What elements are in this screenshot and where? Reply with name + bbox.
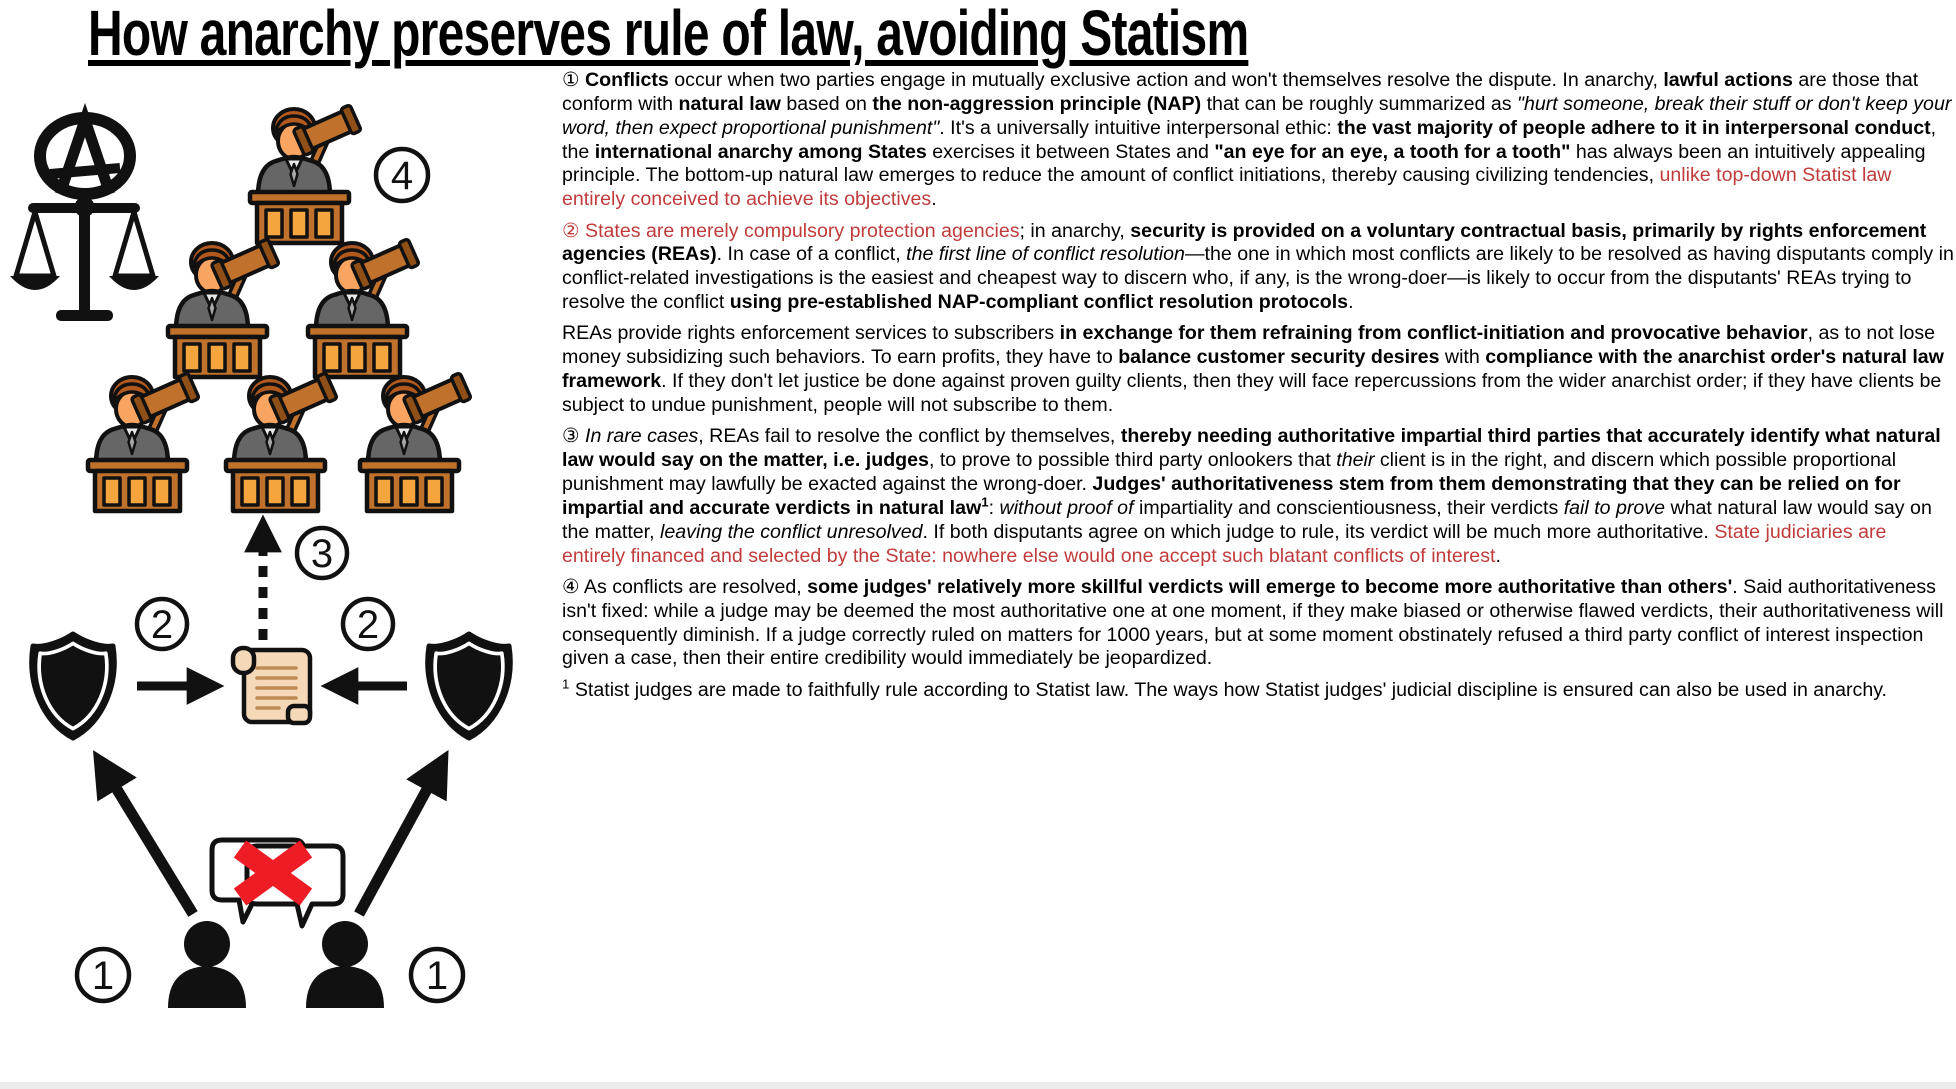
paragraph-3-rea-incentives	[562, 322, 1954, 417]
svg-text:2: 2	[356, 603, 380, 647]
text-run: , the	[562, 116, 1937, 163]
text-run: based on	[780, 92, 873, 115]
text-run: are those that conform with	[562, 69, 1919, 115]
text-run: .	[1495, 544, 1501, 567]
text-run: ③	[562, 425, 586, 448]
text-run: "an eye for an eye, a tooth for a tooth"	[1214, 140, 1571, 163]
text-run: in exchange for them refraining from conflict-initiation and provocative behavior	[1059, 322, 1808, 345]
judge-icon	[360, 373, 471, 511]
text-run: REAs provide rights enforcement services to subscribers	[562, 322, 1060, 345]
step-badge-4	[376, 149, 428, 201]
text-run: some judges' relatively more skillful verdicts will emerge to become more authoritative than others'	[807, 575, 1733, 598]
text-run: , to prove to possible third party onlookers that	[928, 449, 1337, 472]
text-run: the vast majority of people adhere to it in interpersonal conduct	[1337, 116, 1931, 139]
text-run: .	[1348, 291, 1354, 314]
text-run: ; in anarchy,	[1019, 219, 1131, 242]
judge-icon	[308, 239, 419, 377]
page-title: How anarchy preserves rule of law, avoiding Statism	[88, 0, 1249, 69]
paragraph-1-conflicts	[562, 69, 1954, 212]
paragraph-5-authoritativeness	[562, 576, 1954, 671]
text-run: the non-aggression principle (NAP)	[872, 92, 1202, 115]
text-run: 1	[981, 494, 989, 510]
text-run: .	[931, 188, 937, 211]
text-run: In rare cases	[585, 425, 699, 448]
text-run: . If both disputants agree on which judge to rule, its verdict will be much more authoritative.	[922, 520, 1715, 543]
window-edge	[0, 1082, 1956, 1089]
text-run: Judges' authoritativeness stem from them demonstrating that they can be relied on for impartial and accurate verdicts in natural law	[562, 473, 1901, 519]
text-run: client is in the right, and discern which possible proportional punishment may lawfully be exacted against the wrong-doer.	[562, 449, 1897, 495]
red-emphasis-text: unlike top-down Statist law entirely conceived to achieve its objectives	[562, 164, 1892, 211]
judge-icon	[250, 105, 361, 243]
text-run: compliance with the anarchist order's natural law framework	[562, 346, 1944, 393]
red-emphasis-text: ② States are merely compulsory protection agencies	[562, 219, 1020, 242]
article	[562, 69, 1954, 703]
text-run: 1	[562, 676, 570, 692]
text-run: Statist judges are made to faithfully rule according to Statist law. The ways how Statist judges' judicial discipline is ensured can also be used in anarchy.	[569, 678, 1887, 701]
text-run: occur when two parties engage in mutually exclusive action and won't themselves resolve the dispute. In anarchy,	[668, 69, 1664, 91]
text-run: with	[1439, 346, 1486, 369]
disputant-left-arrow	[99, 760, 193, 914]
text-run: leaving the conflict unresolved	[660, 520, 923, 543]
text-run: international anarchy among States	[594, 140, 927, 163]
text-run: ①	[562, 69, 586, 91]
step-badge-3	[297, 528, 347, 578]
text-run: impartiality and conscientiousness, their verdicts	[1133, 496, 1564, 519]
scroll-icon	[233, 648, 310, 723]
text-run: . If they don't let justice be done against proven guilty clients, then they will face repercussions from the wider anarchist order; if they have clients be subject to undue punishment, people will not subscribe to them.	[562, 370, 1942, 416]
svg-text:1: 1	[425, 954, 449, 998]
step-badge-2-right	[343, 599, 393, 649]
text-run: what natural law would say on the matter,	[562, 496, 1932, 543]
step-badge-2-left	[137, 599, 187, 649]
scales-of-justice-icon	[10, 197, 159, 321]
text-run: , as to not lose money subsidizing such behaviors. To earn profits, they have to	[562, 322, 1936, 369]
anarchy-symbol-icon	[40, 118, 130, 194]
svg-text:2: 2	[150, 603, 174, 647]
text-run: , REAs fail to resolve the conflict by themselves,	[698, 425, 1121, 448]
text-run: has always been an intuitively appealing principle. The bottom-up natural law emerges to reduce the amount of conflict initiations, thereby causing civilizing tendencies,	[562, 140, 1926, 187]
step-badge-1-left	[77, 949, 129, 1001]
svg-text:4: 4	[390, 154, 414, 198]
conflict-speech-bubbles-icon	[212, 840, 343, 926]
text-run: Conflicts	[585, 69, 669, 91]
paragraph-2-reas	[562, 220, 1954, 315]
text-run: security is provided on a voluntary contractual basis, primarily by rights enforcement agencies (REAs)	[562, 219, 1927, 266]
red-emphasis-text: State judiciaries are entirely financed and selected by the State: nowhere else would one accept such blatant conflicts of interest	[562, 520, 1887, 567]
text-run: lawful actions	[1663, 69, 1793, 91]
text-run: natural law	[678, 92, 781, 115]
text-run: the first line of conflict resolution	[906, 243, 1185, 266]
text-run: using pre-established NAP-compliant conflict resolution protocols	[729, 291, 1349, 314]
disputant-right-arrow	[359, 760, 443, 914]
text-run: . Said authoritativeness isn't fixed: while a judge may be deemed the most authoritative one at one moment, if they make biased or otherwise flawed verdicts, their authoritativeness will consequently diminish. If a judge correctly ruled on matters for 1000 years, but at some moment obstinately refused a third party conflict of interest inspection given a case, then their entire credibility would immediately be jeopardized.	[562, 575, 1944, 670]
shield-icon	[32, 634, 114, 738]
text-run: exercises it between States and	[926, 140, 1215, 163]
text-run: their	[1336, 449, 1375, 472]
person-icon	[306, 921, 384, 1008]
judge-icon	[168, 239, 279, 377]
judge-icon	[226, 373, 337, 511]
svg-text:1: 1	[91, 954, 115, 998]
text-run: —the one in which most conflicts are likely to be resolved as having disputants comply in conflict-related investigations is the easiest and cheapest way to discern who, if any, is the wrong-doer—is likely to occur from the disputants' REAs trying to resolve the conflict	[562, 243, 1954, 314]
text-run: without proof of	[999, 496, 1134, 519]
paragraph-4-judges	[562, 425, 1954, 568]
text-run: "hurt someone, break their stuff or don't keep your word, then expect proportional punishment"	[562, 92, 1952, 139]
footnote-paragraph	[562, 676, 1954, 703]
text-run: . It's a universally intuitive interpersonal ethic:	[939, 116, 1338, 139]
text-run: ④ As conflicts are resolved,	[562, 575, 808, 598]
text-run: fail to prove	[1563, 496, 1665, 519]
shield-icon	[428, 634, 510, 738]
step-badge-1-right	[411, 949, 463, 1001]
anarchy-law-diagram	[0, 0, 560, 1089]
text-run: balance customer security desires	[1118, 346, 1440, 369]
text-run: thereby needing authoritative impartial third parties that accurately identify what natural law would say on the matter, i.e. judges	[562, 425, 1941, 472]
text-run: that can be roughly summarized as	[1201, 92, 1517, 115]
svg-text:3: 3	[310, 532, 334, 576]
judge-icon	[88, 373, 199, 511]
person-icon	[168, 921, 246, 1008]
text-run: :	[988, 496, 1000, 519]
text-run: . In case of a conflict,	[716, 243, 907, 266]
